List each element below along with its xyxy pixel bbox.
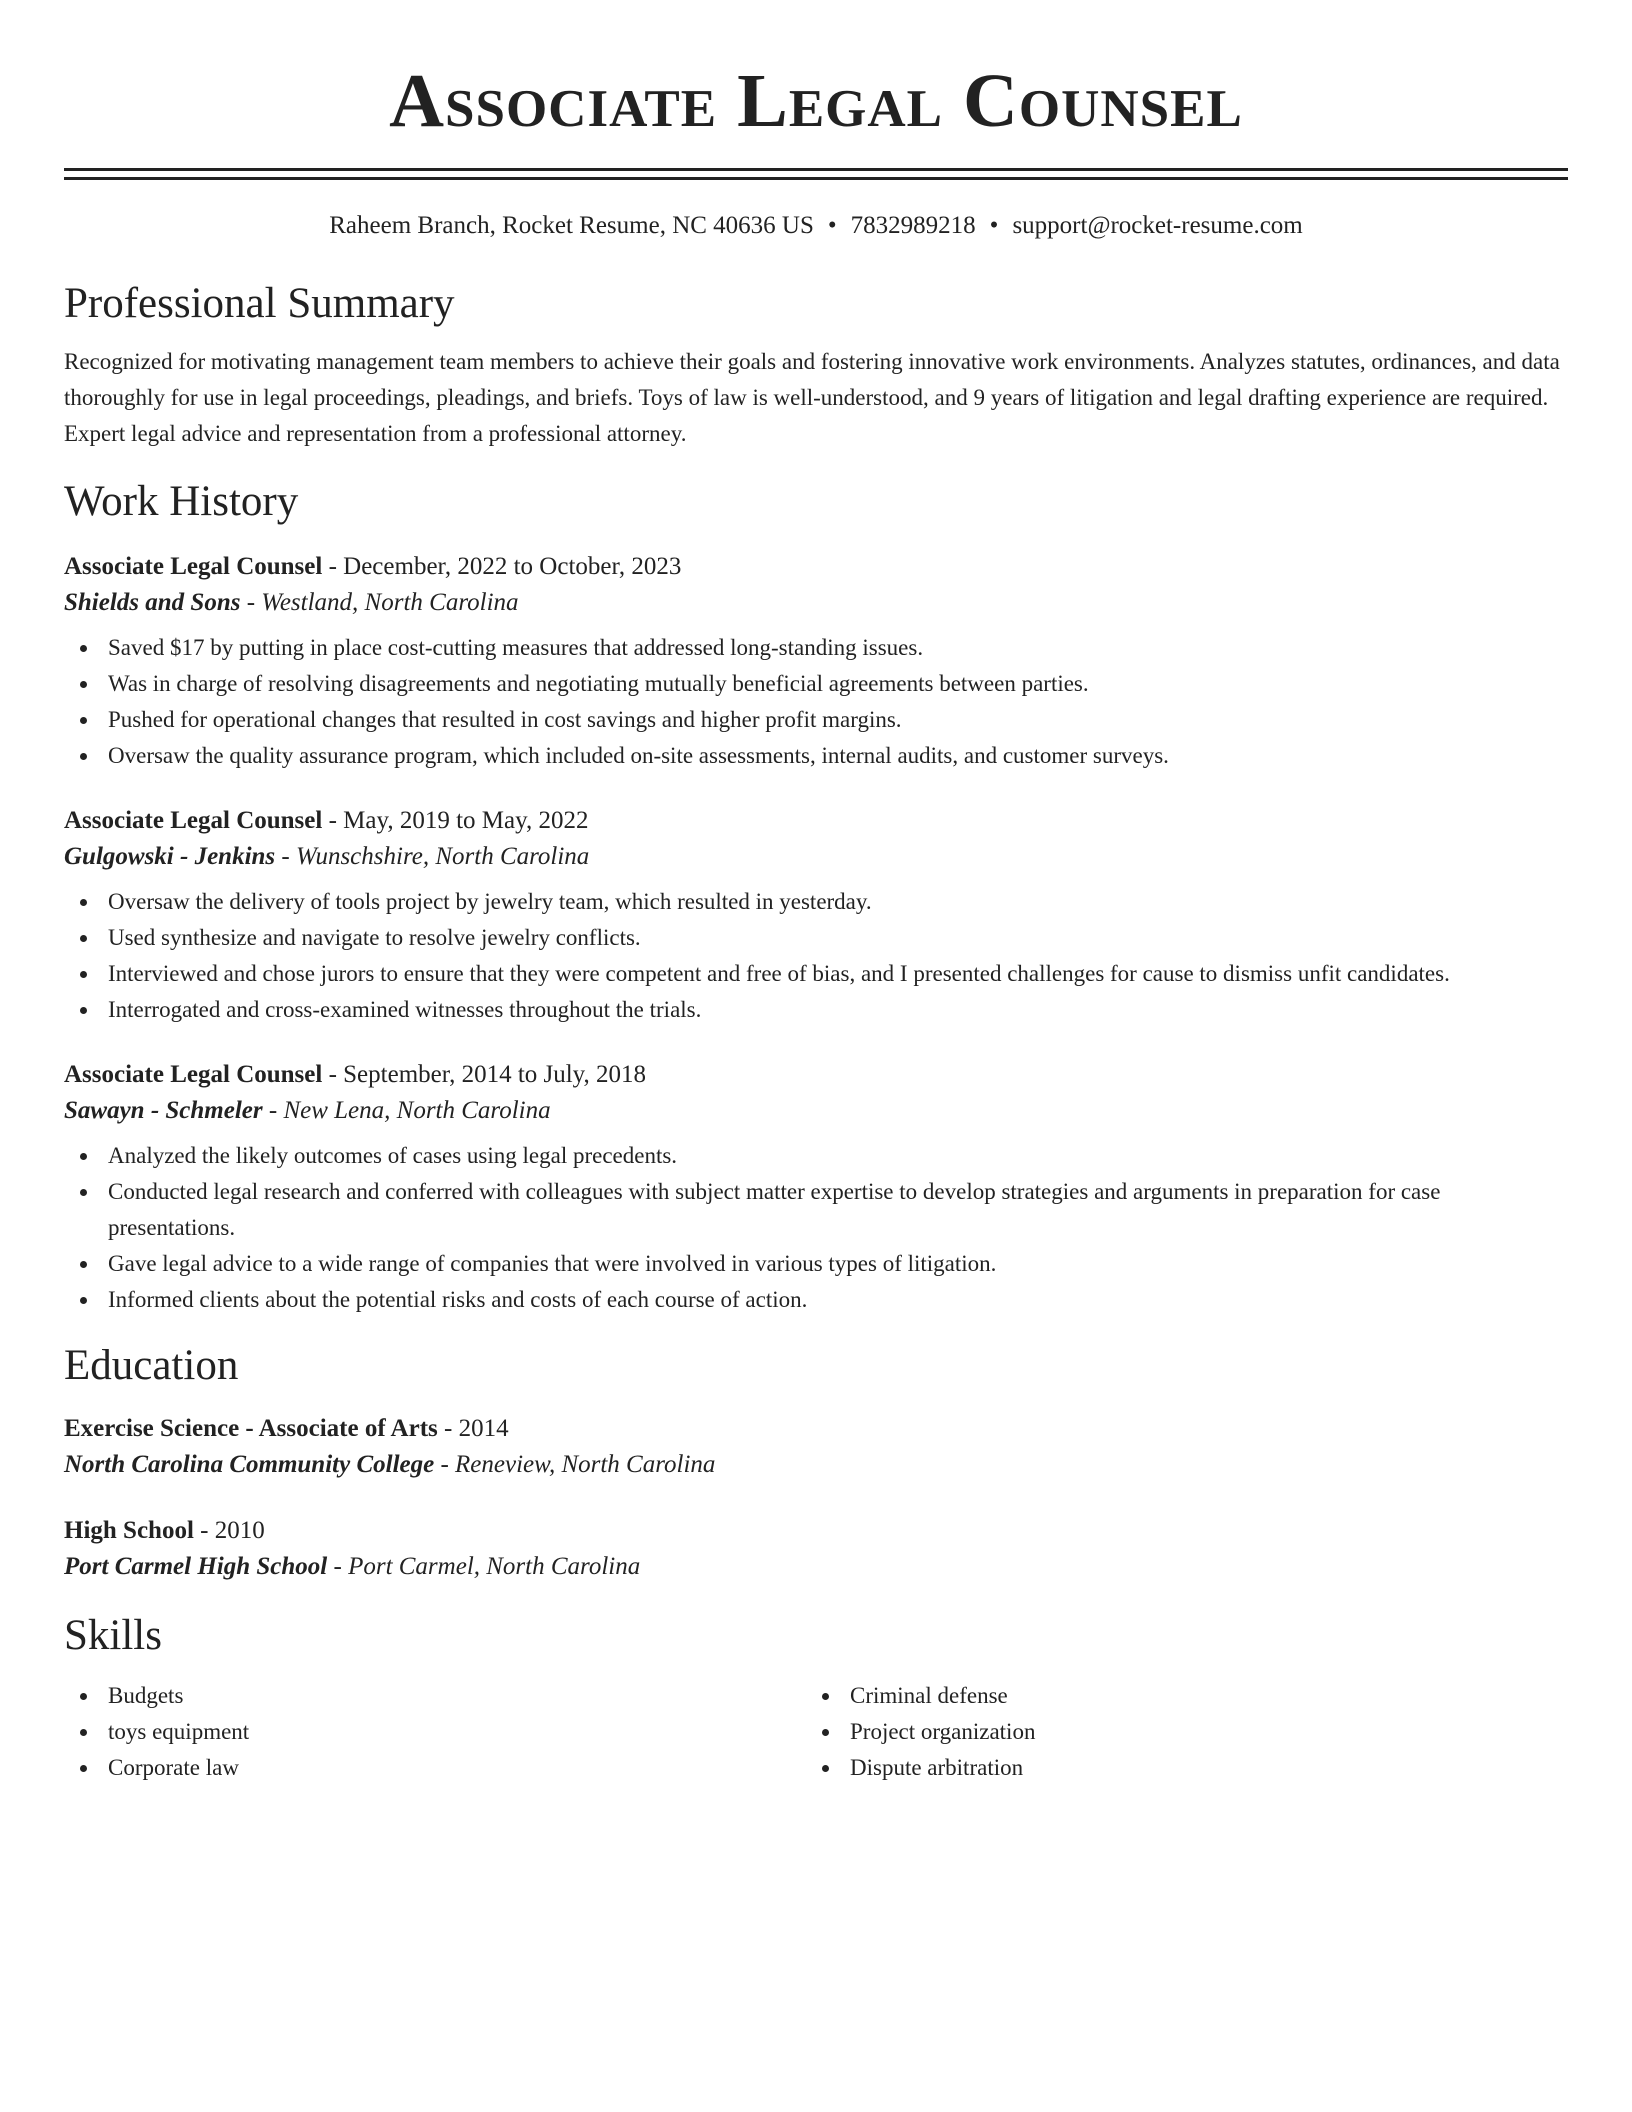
education-year: 2014 [458, 1415, 509, 1442]
list-item: Was in charge of resolving disagreements and negotiating mutually beneficial agreements between parties. [64, 666, 1568, 702]
contact-address: Raheem Branch, Rocket Resume, NC 40636 US [329, 212, 814, 239]
title-rule-top [64, 168, 1568, 171]
education-heading: Education [64, 1342, 239, 1389]
resume-title: Associate Legal Counsel [389, 59, 1243, 143]
job-company-line: Gulgowski - Jenkins - Wunschshire, North Carolina [64, 843, 590, 870]
education-school-line: North Carolina Community College - Reneview, North Carolina [64, 1451, 716, 1478]
education-degree-line: Exercise Science - Associate of Arts - 2014 [64, 1415, 509, 1442]
list-item: Gave legal advice to a wide range of companies that were involved in various types of litigation. [64, 1246, 1568, 1282]
skill-item: Corporate law [64, 1750, 806, 1786]
contact-separator: • [827, 212, 837, 239]
education-section [64, 1340, 1568, 1586]
skill-item: Project organization [806, 1714, 1548, 1750]
job-location: New Lena, North Carolina [283, 1097, 551, 1124]
job-title-line: Associate Legal Counsel - December, 2022 to October, 2023 [64, 553, 682, 580]
education-entry [64, 1514, 1568, 1586]
job-title: Associate Legal Counsel [64, 1061, 323, 1088]
job-dates: September, 2014 to July, 2018 [343, 1061, 647, 1088]
job-dates: May, 2019 to May, 2022 [343, 807, 589, 834]
education-year: 2010 [214, 1517, 265, 1544]
summary-heading: Professional Summary [64, 280, 455, 327]
job-title-line: Associate Legal Counsel - May, 2019 to May, 2022 [64, 807, 589, 834]
job-company-line: Shields and Sons - Westland, North Carolina [64, 589, 519, 616]
skills-heading: Skills [64, 1612, 162, 1659]
job-entry [64, 804, 1568, 1028]
title-rule-bottom [64, 177, 1568, 180]
job-title: Associate Legal Counsel [64, 553, 323, 580]
list-item: Pushed for operational changes that resulted in cost savings and higher profit margins. [64, 702, 1568, 738]
job-entry [64, 1058, 1568, 1318]
skill-item: Dispute arbitration [806, 1750, 1548, 1786]
job-company-line: Sawayn - Schmeler - New Lena, North Carolina [64, 1097, 551, 1124]
contact-phone: 7832989218 [850, 212, 976, 239]
list-item: Informed clients about the potential risks and costs of each course of action. [64, 1282, 1568, 1318]
skills-section [64, 1610, 1568, 1786]
education-school: Port Carmel High School [64, 1553, 328, 1580]
job-bullets [64, 630, 1568, 774]
skill-item: Criminal defense [806, 1678, 1548, 1714]
list-item: Used synthesize and navigate to resolve jewelry conflicts. [64, 920, 1568, 956]
education-school-line: Port Carmel High School - Port Carmel, North Carolina [64, 1553, 641, 1580]
job-dates: December, 2022 to October, 2023 [343, 553, 682, 580]
education-degree: High School [64, 1517, 194, 1544]
job-title-line: Associate Legal Counsel - September, 2014 to July, 2018 [64, 1061, 647, 1088]
education-location: Reneview, North Carolina [455, 1451, 716, 1478]
skill-item: toys equipment [64, 1714, 806, 1750]
work-history-heading: Work History [64, 478, 299, 525]
job-bullets [64, 1138, 1568, 1318]
job-company: Sawayn - Schmeler [64, 1097, 263, 1124]
list-item: Conducted legal research and conferred with colleagues with subject matter expertise to develop strategies and arguments in preparation for case presentations. [64, 1174, 1568, 1246]
contact-separator: • [989, 212, 999, 239]
resume-page [64, 0, 1568, 1786]
summary-text: Recognized for motivating management team members to achieve their goals and fostering innovative work environments. Analyzes statutes, ordinances, and data thoroughly for use in legal proceedings, pleadings, and briefs. Toys of law is well-understood, and 9 years of litigation and legal drafting experience are required. Expert legal advice and representation from a professional attorney. [64, 349, 1560, 446]
list-item: Interviewed and chose jurors to ensure that they were competent and free of bias, and I presented challenges for cause to dismiss unfit candidates. [64, 956, 1568, 992]
skill-item: Budgets [64, 1678, 806, 1714]
list-item: Analyzed the likely outcomes of cases using legal precedents. [64, 1138, 1568, 1174]
skills-columns [64, 1678, 1568, 1786]
education-school: North Carolina Community College [64, 1451, 435, 1478]
work-history-section [64, 476, 1568, 1318]
summary-section [64, 278, 1568, 452]
contact-line [64, 210, 1568, 242]
education-degree: Exercise Science - Associate of Arts [64, 1415, 438, 1442]
job-company: Shields and Sons [64, 589, 241, 616]
list-item: Interrogated and cross-examined witnesses throughout the trials. [64, 992, 1568, 1028]
list-item: Oversaw the delivery of tools project by jewelry team, which resulted in yesterday. [64, 884, 1568, 920]
skills-left-column [64, 1678, 806, 1786]
job-bullets [64, 884, 1568, 1028]
list-item: Oversaw the quality assurance program, which included on-site assessments, internal audits, and customer surveys. [64, 738, 1568, 774]
contact-email: support@rocket-resume.com [1012, 212, 1303, 239]
education-entry [64, 1412, 1568, 1484]
education-degree-line: High School - 2010 [64, 1517, 265, 1544]
education-location: Port Carmel, North Carolina [348, 1553, 641, 1580]
job-location: Westland, North Carolina [261, 589, 519, 616]
job-entry [64, 550, 1568, 774]
list-item: Saved $17 by putting in place cost-cutting measures that addressed long-standing issues. [64, 630, 1568, 666]
skills-right-column [806, 1678, 1548, 1786]
job-company: Gulgowski - Jenkins [64, 843, 276, 870]
job-title: Associate Legal Counsel [64, 807, 323, 834]
job-location: Wunschshire, North Carolina [296, 843, 590, 870]
